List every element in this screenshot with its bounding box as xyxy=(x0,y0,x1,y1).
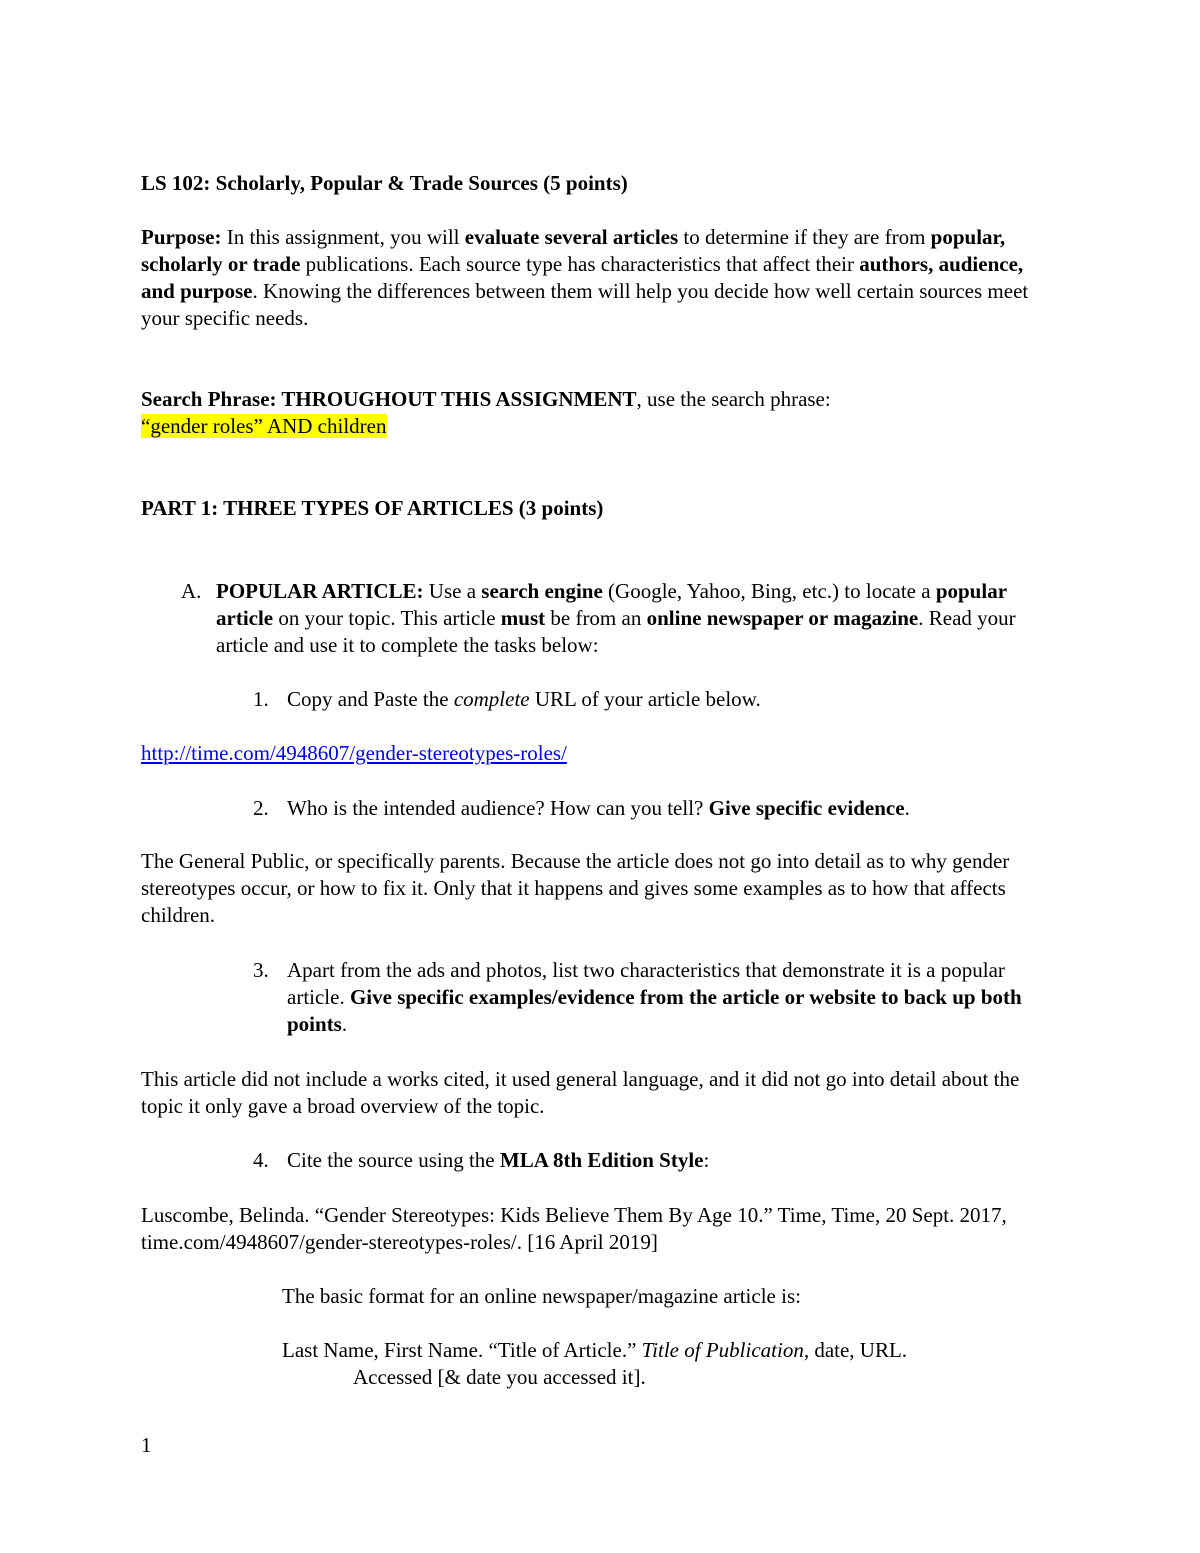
highlighted-search-phrase: “gender roles” AND children xyxy=(141,414,387,438)
section-a-bold: search engine xyxy=(481,579,603,603)
section-a-text xyxy=(216,578,1066,659)
section-a-run: on your topic. This article xyxy=(273,606,501,630)
search-phrase-bold: THROUGHOUT THIS ASSIGNMENT xyxy=(276,387,637,411)
question-2-run: . xyxy=(904,796,910,820)
question-2-text xyxy=(287,795,1077,822)
question-1-run: URL of your article below. xyxy=(529,687,761,711)
format-run: Last Name, First Name. “Title of Article.” xyxy=(282,1338,642,1362)
format-intro: The basic format for an online newspaper/magazine article is: xyxy=(282,1284,801,1308)
purpose-bold: authors, audience, and purpose xyxy=(141,252,1024,303)
answer-2: The General Public, or specifically parents. Because the article does not go into detail as to why gender stereotypes occur, or how to fix it. Only that it happens and gives some examples as to how that affects children. xyxy=(141,849,1010,927)
question-3-run: . xyxy=(341,1012,348,1036)
answer-4-citation: Luscombe, Belinda. “Gender Stereotypes: Kids Believe Them By Age 10.” Time, Time, 20 Sept. 2017, time.com/4948607/gender-stereotypes-roles/. [16 April 2019] xyxy=(141,1203,1007,1254)
question-3-text xyxy=(287,957,1057,1038)
section-a-run: Use a xyxy=(423,579,482,603)
format-example-line2: Accessed [& date you accessed it]. xyxy=(353,1365,646,1389)
question-4-run: Cite the source using the xyxy=(287,1148,500,1172)
question-2-number: 2. xyxy=(253,796,269,820)
format-italic: Title of Publication, xyxy=(641,1338,810,1362)
page-number: 1 xyxy=(141,1433,152,1457)
section-a-bold: online newspaper or magazine xyxy=(646,606,919,630)
question-4-text xyxy=(287,1147,1077,1174)
answer-1 xyxy=(141,740,1061,767)
question-1-run: Copy and Paste the xyxy=(287,687,454,711)
format-run: date, URL. xyxy=(809,1338,908,1362)
search-phrase-label: Search Phrase: xyxy=(141,387,277,411)
section-a-run: (Google, Yahoo, Bing, etc.) to locate a xyxy=(602,579,936,603)
section-a-run: . Read your article and use it to complete the tasks below: xyxy=(216,606,1016,657)
section-a-bold: must xyxy=(500,606,546,630)
question-2-run: Who is the intended audience? How can you tell? xyxy=(287,796,709,820)
question-4-bold: MLA 8th Edition Style xyxy=(499,1148,704,1172)
section-a-bold: popular article xyxy=(216,579,1007,630)
purpose-text: . Knowing the differences between them will help you decide how well certain sources meet your specific needs. xyxy=(141,279,1029,330)
question-2-bold: Give specific evidence xyxy=(708,796,905,820)
purpose-text: to determine if they are from xyxy=(678,225,931,249)
question-1-number: 1. xyxy=(253,687,269,711)
question-3-bold: Give specific examples/evidence from the article or website to back up both points xyxy=(287,985,1022,1036)
purpose-label: Purpose: xyxy=(141,225,222,249)
question-3-number: 3. xyxy=(253,958,269,982)
document-title: LS 102: Scholarly, Popular & Trade Sources (5 points) xyxy=(141,171,628,195)
purpose-text: In this assignment, you will xyxy=(221,225,465,249)
question-1-italic: complete xyxy=(453,687,530,711)
question-4-run: : xyxy=(703,1148,710,1172)
section-a-run: be from an xyxy=(545,606,647,630)
purpose-bold: evaluate several articles xyxy=(464,225,679,249)
search-phrase-text: , use the search phrase: xyxy=(636,387,831,411)
part1-heading: PART 1: THREE TYPES OF ARTICLES (3 points) xyxy=(141,496,604,520)
format-example xyxy=(282,1337,1042,1364)
question-3-run: Apart from the ads and photos, list two characteristics that demonstrate it is a popular article. xyxy=(287,958,1005,1009)
section-a-label: POPULAR ARTICLE: xyxy=(216,579,424,603)
answer-3: This article did not include a works cited, it used general language, and it did not go into detail about the topic it only gave a broad overview of the topic. xyxy=(141,1067,1020,1118)
question-1-text xyxy=(287,686,1077,713)
question-4-number: 4. xyxy=(253,1148,269,1172)
purpose-bold: popular, scholarly or trade xyxy=(141,225,1006,276)
purpose-text: publications. Each source type has characteristics that affect their xyxy=(300,252,860,276)
article-url-link[interactable]: http://time.com/4948607/gender-stereotypes-roles/ xyxy=(141,741,567,765)
purpose-paragraph xyxy=(141,224,1061,332)
search-phrase-paragraph xyxy=(141,386,1061,440)
section-a-letter: A. xyxy=(181,579,202,603)
